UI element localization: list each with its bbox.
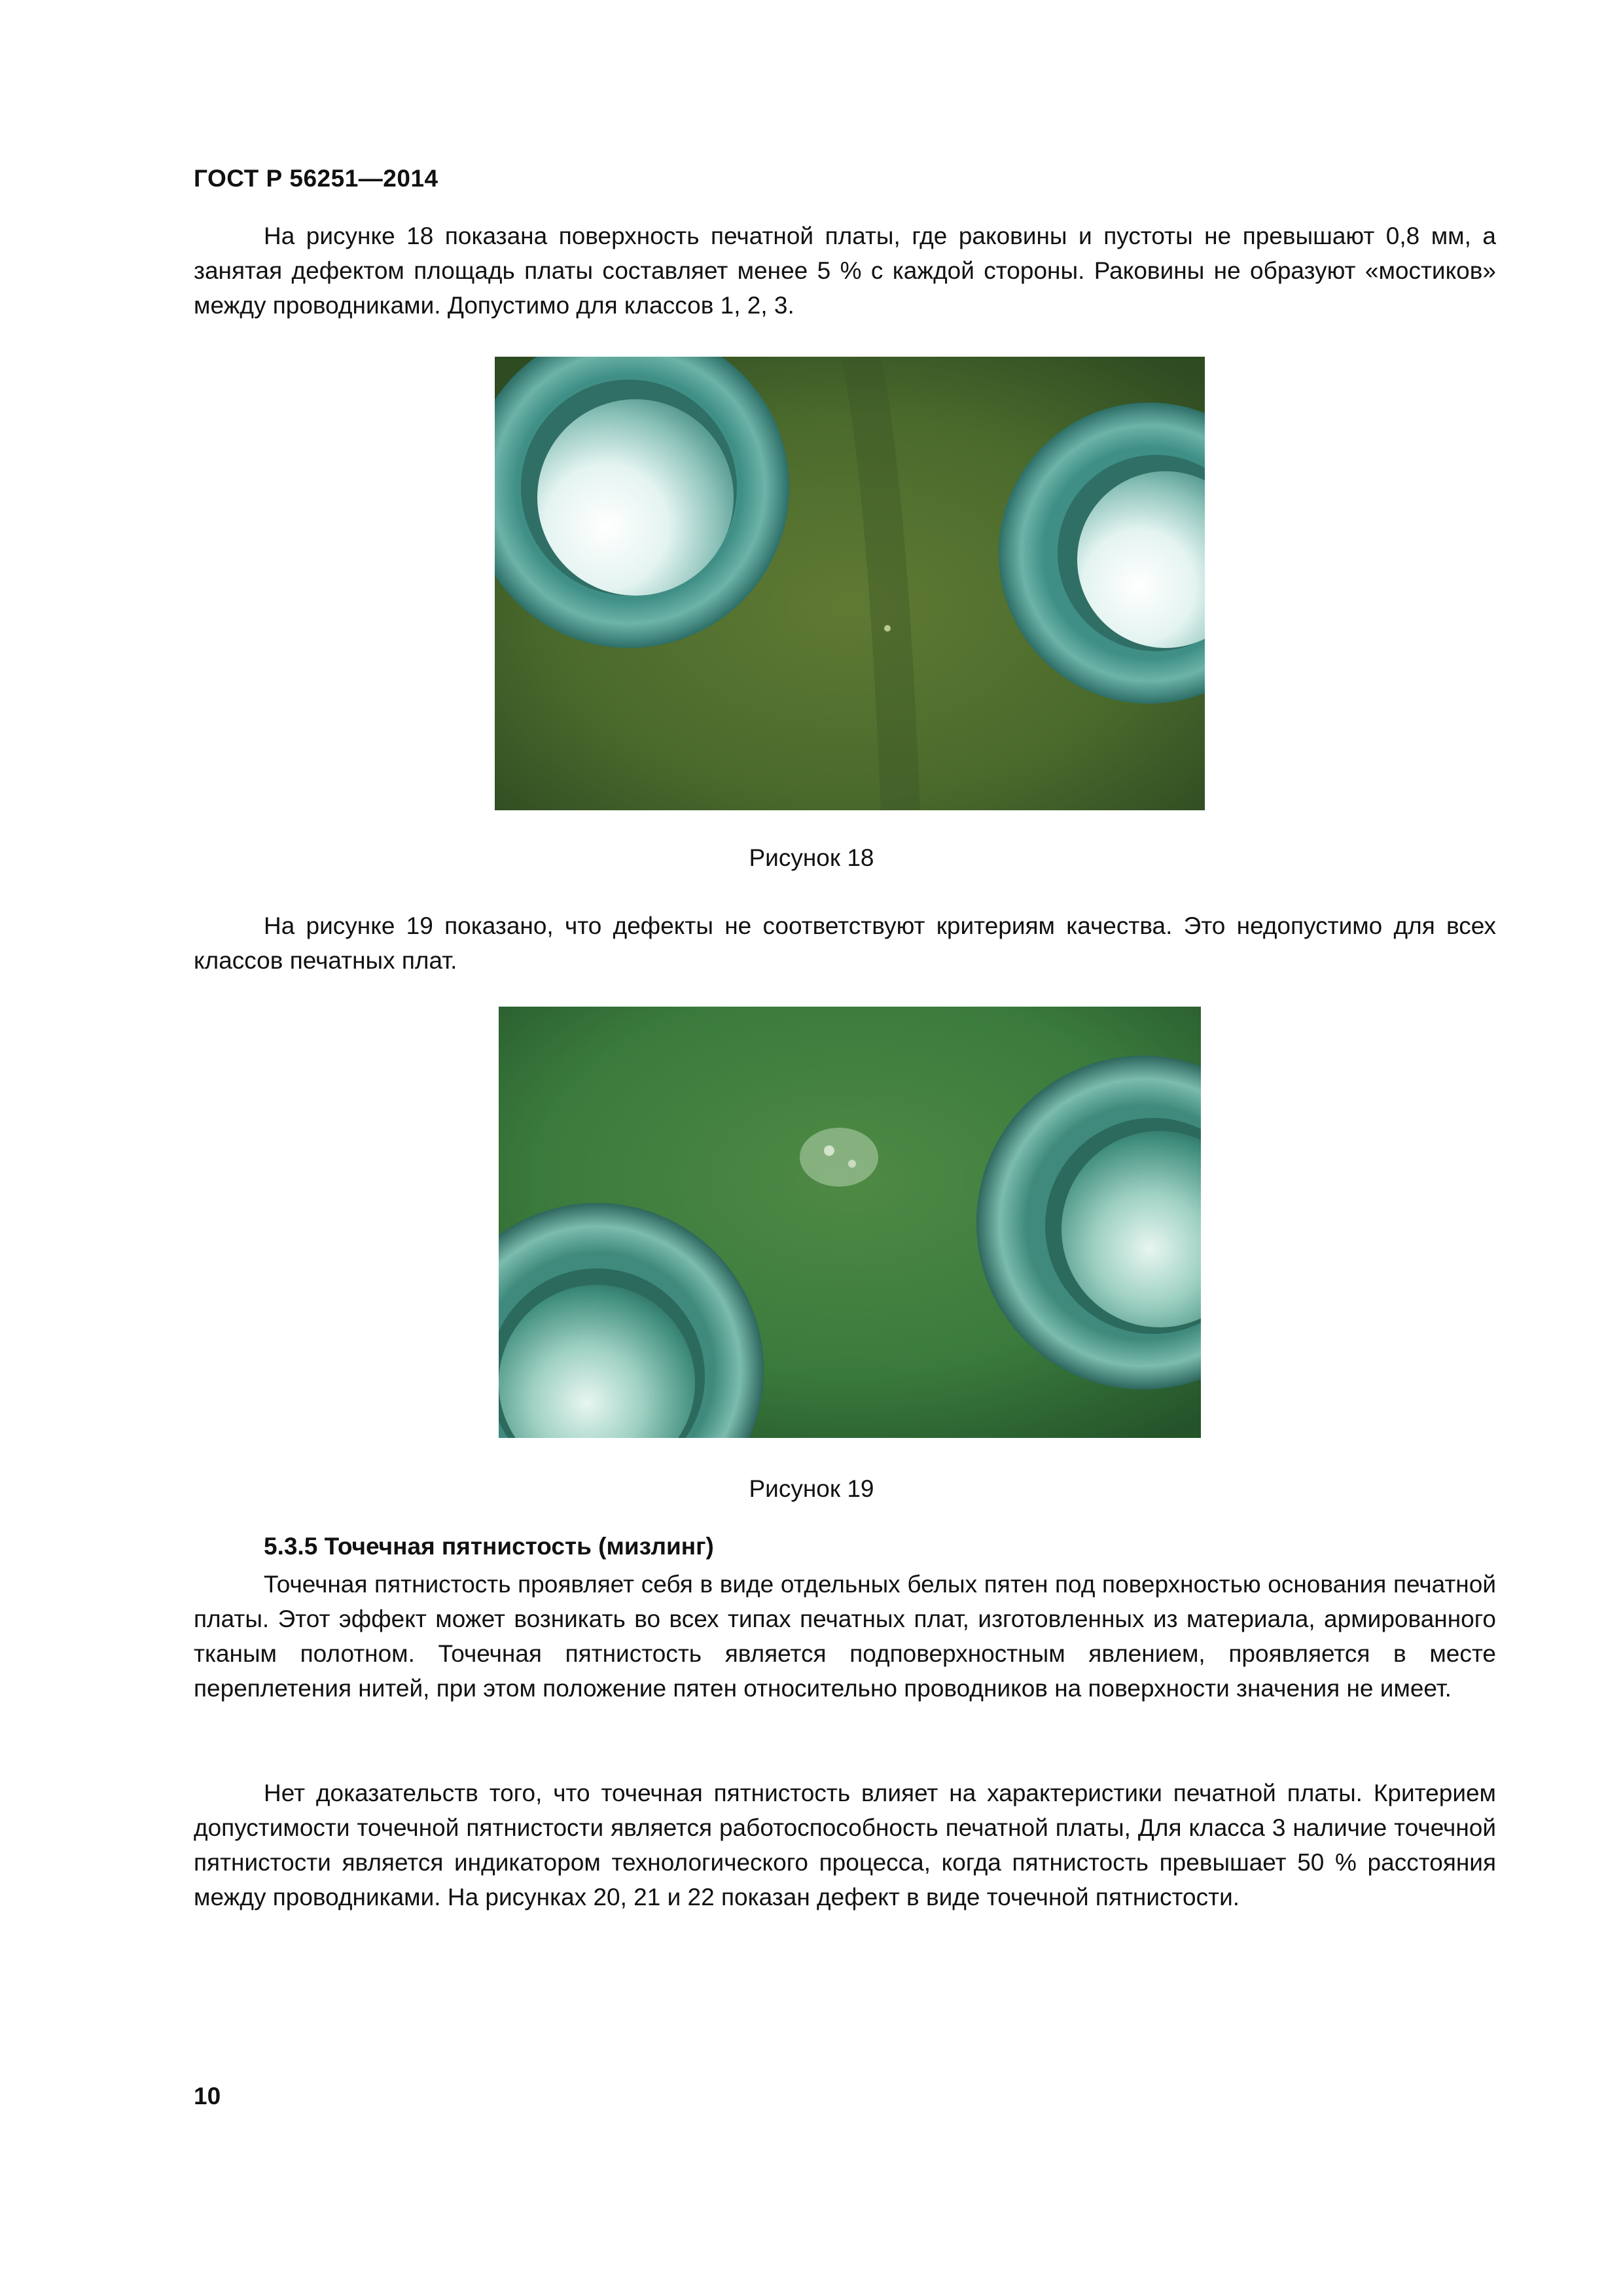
figure-18-caption: Рисунок 18	[749, 844, 874, 871]
paragraph-fig18-description: На рисунке 18 показана поверхность печатной платы, где раковины и пустоты не превышают 0,8 мм, а занятая дефектом площадь платы составляет менее 5 % с каждой стороны. Раковины не образуют «мостиков» между проводниками. Допустимо для классов 1, 2, 3.	[194, 223, 1496, 319]
figure-18-photo	[495, 357, 1205, 810]
paragraph-fig19-description: На рисунке 19 показано, что дефекты не соответствуют критериям качества. Это недопустимо для всех классов печатных плат.	[194, 912, 1496, 974]
figure-19-photo	[499, 1007, 1201, 1438]
paragraph-measling-criteria: Нет доказательств того, что точечная пятнистость влияет на характеристики печатной платы. Критерием допустимости точечной пятнистости является работоспособность печатной платы, Для класса 3 наличие точечной пятнистости является индикатором технологического процесса, когда пятнистость превышает 50 % расстояния между проводниками. На рисунках 20, 21 и 22 показан дефект в виде точечной пятнистости.	[194, 1780, 1496, 1910]
page-number: 10	[194, 2083, 221, 2109]
paragraph-measling-definition: Точечная пятнистость проявляет себя в виде отдельных белых пятен под поверхностью основания печатной платы. Этот эффект может возникать во всех типах печатных плат, изготовленных из материала, армированного тканым полотном. Точечная пятнистость является подповерхностным явлением, проявляется в месте переплетения нитей, при этом положение пятен относительно проводников на поверхности значения не имеет.	[194, 1571, 1496, 1702]
figure-19-caption: Рисунок 19	[749, 1475, 874, 1502]
page-header-standard-id: ГОСТ Р 56251—2014	[194, 165, 438, 192]
section-heading-5-3-5: 5.3.5 Точечная пятнистость (мизлинг)	[264, 1533, 714, 1560]
